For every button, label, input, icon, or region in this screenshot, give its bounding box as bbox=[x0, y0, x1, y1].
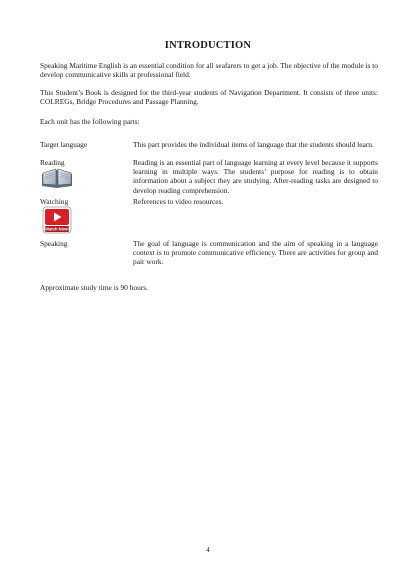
part-description: This part provides the individual items of language that the students should learn. bbox=[133, 140, 374, 149]
course-description-paragraph: This Student’s Book is designed for the third-year students of Navigation Department. It consists of three units: COLREGs, Bridge Procedures and Passage Planning. bbox=[40, 88, 378, 107]
part-label: Speaking bbox=[40, 239, 68, 248]
part-label: Reading bbox=[40, 158, 65, 167]
page-title: INTRODUCTION bbox=[164, 40, 252, 51]
study-time-note: Approximate study time is 90 hours. bbox=[40, 283, 148, 292]
intro-paragraph: Speaking Maritime English is an essential condition for all seafarers to get a job. The objective of the module is to develop communicative skills at professional field. bbox=[40, 61, 378, 80]
part-description: Reading is an essential part of language learning at every level because it supports learning in multiple ways. The students’ purpose for reading is to obtain information about a subject they are studying. After-reading tasks are designed to develop reading comprehension. bbox=[133, 158, 378, 195]
part-label: Watching bbox=[40, 197, 69, 206]
watch-now-label: Watch Now! bbox=[45, 226, 69, 232]
open-book-icon bbox=[40, 166, 74, 190]
part-description: References to video resources. bbox=[133, 197, 224, 206]
watch-now-play-icon bbox=[42, 206, 72, 234]
part-description: The goal of language is communication and the aim of speaking in a language context is to promote communicative efficiency. There are activities for group and pair work. bbox=[133, 239, 378, 267]
unit-parts-intro: Each unit has the following parts: bbox=[40, 117, 140, 126]
page-number: 4 bbox=[206, 546, 210, 554]
part-label: Target language bbox=[40, 140, 88, 149]
